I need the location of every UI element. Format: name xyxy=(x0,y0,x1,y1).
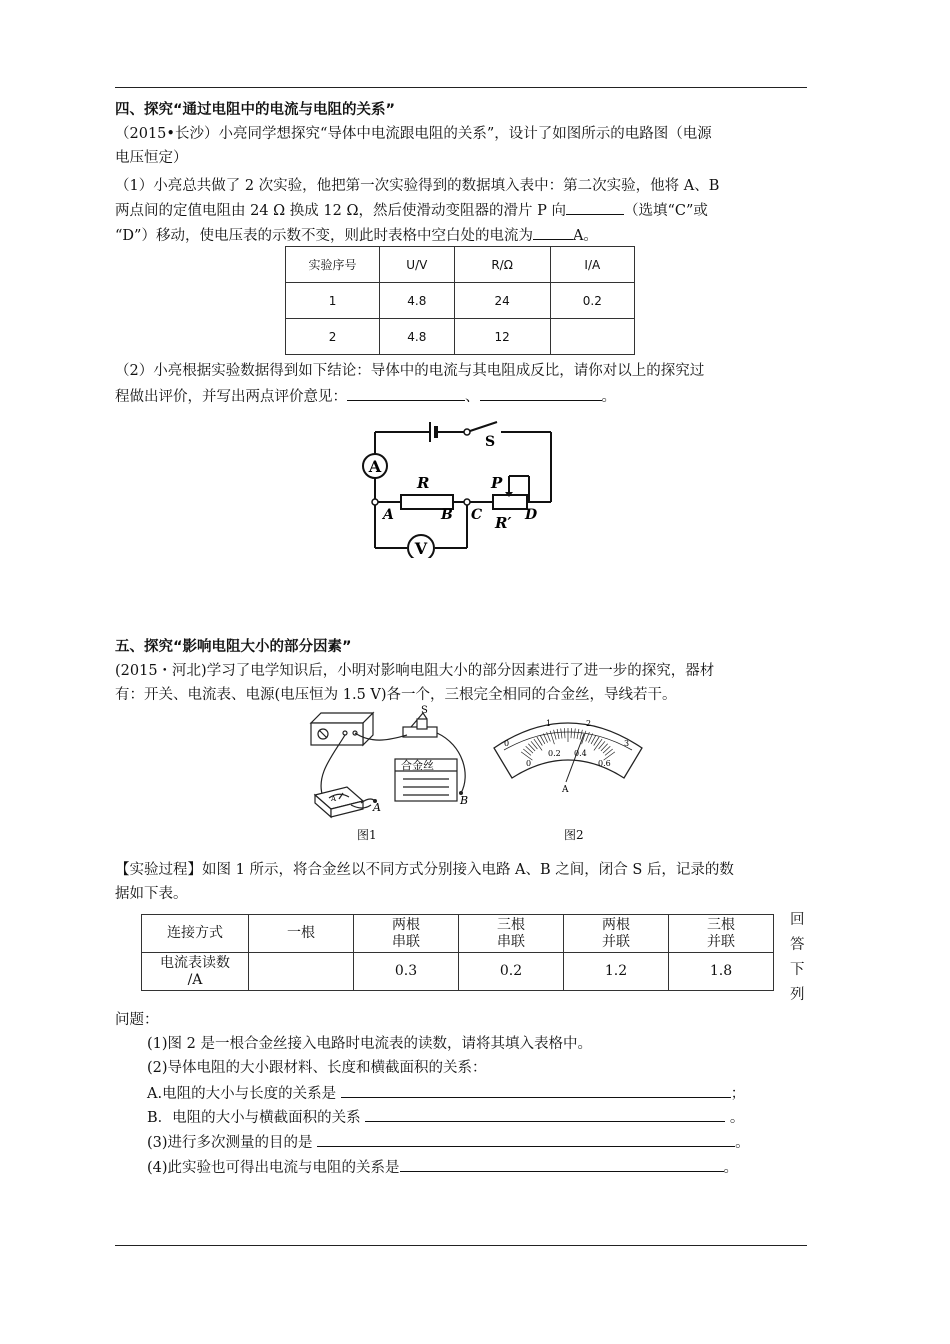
answer-blank-direction[interactable] xyxy=(566,200,624,215)
circuit-label-c: C xyxy=(471,507,483,523)
answer-blank-area[interactable] xyxy=(365,1107,725,1122)
answer-blank-relation[interactable] xyxy=(400,1157,724,1172)
circuit-label-a: A xyxy=(383,507,394,523)
q1-line3-text: “D”）移动，使电压表的示数不变，则此时表格中空白处的电流为 xyxy=(115,228,533,244)
s5-q2b xyxy=(147,1107,744,1128)
s5-q4-end: 。 xyxy=(723,1160,739,1176)
q1-line2 xyxy=(115,200,708,221)
table2-cell: 0.3 xyxy=(354,953,459,991)
table2-header: 两根 串联 xyxy=(354,915,459,953)
answer-blank-opinion-1[interactable] xyxy=(347,386,465,401)
circuit-label-resistor: R xyxy=(417,474,430,492)
answer-blank-purpose[interactable] xyxy=(317,1132,735,1147)
circuit-label-switch: S xyxy=(485,434,496,450)
q2-line2-text: 程做出评价，并写出两点评价意见： xyxy=(115,389,347,405)
s5-q2b-end: 。 xyxy=(729,1110,745,1126)
figure-1 xyxy=(303,705,483,845)
side-text xyxy=(790,908,806,1008)
fig2-scale-top-0: 0 xyxy=(504,739,510,748)
circuit-label-rheostat: R′ xyxy=(495,514,512,532)
section5-title: 五、探究“影响电阻大小的部分因素” xyxy=(115,639,352,655)
table1-header: I/A xyxy=(550,247,634,283)
q1-line3-tail: A。 xyxy=(572,228,598,244)
bottom-rule xyxy=(115,1245,807,1246)
section4-intro-2: 电压恒定） xyxy=(115,150,188,166)
table2-header: 三根 串联 xyxy=(459,915,564,953)
q1-line1: （1）小亮总共做了 2 次实验，他把第一次实验得到的数据填入表中：第二次实验，他将 A、B xyxy=(115,178,720,194)
fig2-scale-bottom-2: 0.4 xyxy=(574,749,587,758)
circuit-label-slider: P xyxy=(491,474,503,492)
fig1-caption: 图1 xyxy=(357,828,377,842)
s5-q3-text: (3)进行多次测量的目的是 xyxy=(147,1135,313,1151)
fig2-scale-bottom-0: 0 xyxy=(526,759,532,768)
fig1-a-label: A xyxy=(373,801,381,814)
side-char: 下 xyxy=(790,962,805,978)
figure-2-ammeter-dial xyxy=(490,712,646,796)
s5-q2a xyxy=(147,1083,745,1104)
table1-header: U/V xyxy=(380,247,454,283)
fig1-meter-label: A xyxy=(331,795,337,803)
table2-row-label: 电流表读数 /A xyxy=(142,953,249,991)
q1-line2-text: 两点间的定值电阻由 24 Ω 换成 12 Ω，然后使滑动变阻器的滑片 P 向 xyxy=(115,203,566,219)
fig2-scale-top-2: 2 xyxy=(586,719,592,728)
circuit-label-ammeter: A xyxy=(368,457,382,476)
table2-header: 连接方式 xyxy=(142,915,249,953)
table1-header: 实验序号 xyxy=(286,247,380,283)
answer-blank-current[interactable] xyxy=(533,225,573,240)
fig1-alloy-label: 合金丝 xyxy=(401,759,434,772)
questions-lead: 问题： xyxy=(115,1012,159,1028)
s5-q3 xyxy=(147,1132,750,1153)
table1-cell: 4.8 xyxy=(380,283,454,319)
s5-q2a-text: A.电阻的大小与长度的关系是 xyxy=(147,1086,337,1102)
fig1-switch-label: S xyxy=(421,705,428,716)
fig2-scale-top-1: 1 xyxy=(546,719,552,728)
s5-q2a-end: ； xyxy=(730,1086,746,1102)
table2-header: 三根 并联 xyxy=(669,915,774,953)
data-table-1 xyxy=(285,246,635,355)
q1-line2-tail: （选填“C”或 xyxy=(623,203,708,219)
side-char: 答 xyxy=(790,937,805,953)
table1-cell: 4.8 xyxy=(380,319,454,355)
section5-intro-1: (2015・河北)学习了电学知识后，小明对影响电阻大小的部分因素进行了进一步的探究，器材 xyxy=(115,663,715,679)
q2-separator: 、 xyxy=(465,389,480,405)
table2-cell: 0.2 xyxy=(459,953,564,991)
table2-cell: 1.8 xyxy=(669,953,774,991)
s5-q2b-text: B．电阻的大小与横截面积的关系 xyxy=(147,1110,361,1126)
table2-header: 一根 xyxy=(249,915,354,953)
fig1-b-label: B xyxy=(460,794,469,807)
table1-cell: 2 xyxy=(286,319,380,355)
fig2-scale-bottom-3: 0.6 xyxy=(598,759,611,768)
answer-blank-opinion-2[interactable] xyxy=(480,386,602,401)
section4-title: 四、探究“通过电阻中的电流与电阻的关系” xyxy=(115,102,396,118)
table1-answer-cell[interactable] xyxy=(550,319,634,355)
circuit-label-voltmeter: V xyxy=(414,539,428,558)
table1-header: R/Ω xyxy=(454,247,550,283)
q1-line3 xyxy=(115,225,598,246)
section4-intro-1: （2015•长沙）小亮同学想探究“导体中电流跟电阻的关系”，设计了如图所示的电路图（电源 xyxy=(115,126,712,142)
table1-cell: 24 xyxy=(454,283,550,319)
table2-cell: 1.2 xyxy=(564,953,669,991)
section5-intro-2: 有：开关、电流表、电源(电压恒为 1.5 V)各一个，三根完全相同的合金丝，导线若干。 xyxy=(115,687,677,703)
data-table-2 xyxy=(141,914,774,991)
side-char: 列 xyxy=(790,987,805,1003)
side-char: 回 xyxy=(790,912,805,928)
q2-end: 。 xyxy=(601,389,616,405)
s5-q2: (2)导体电阻的大小跟材料、长度和横截面积的关系： xyxy=(147,1060,487,1076)
top-rule xyxy=(115,87,807,88)
circuit-label-b: B xyxy=(441,507,453,523)
s5-q4 xyxy=(147,1157,738,1178)
s5-q1: (1)图 2 是一根合金丝接入电路时电流表的读数，请将其填入表格中。 xyxy=(147,1036,592,1052)
circuit-label-d: D xyxy=(525,507,538,523)
table1-cell: 1 xyxy=(286,283,380,319)
table2-answer-cell[interactable] xyxy=(249,953,354,991)
table1-cell: 0.2 xyxy=(550,283,634,319)
circuit-diagram xyxy=(355,418,565,558)
table1-cell: 12 xyxy=(454,319,550,355)
fig2-scale-bottom-1: 0.2 xyxy=(548,749,561,758)
table2-header: 两根 并联 xyxy=(564,915,669,953)
s5-q3-end: 。 xyxy=(735,1135,750,1151)
answer-blank-length[interactable] xyxy=(341,1083,731,1098)
process-line-2: 据如下表。 xyxy=(115,886,188,902)
fig2-meter-label: A xyxy=(562,785,569,795)
q2-line1: （2）小亮根据实验数据得到如下结论：导体中的电流与其电阻成反比，请你对以上的探究过 xyxy=(115,363,705,379)
process-line-1: 【实验过程】如图 1 所示，将合金丝以不同方式分别接入电路 A、B 之间，闭合 S 后，记录的数 xyxy=(115,862,734,878)
fig2-scale-top-3: 3 xyxy=(624,739,630,748)
q2-line2 xyxy=(115,386,616,407)
fig2-caption: 图2 xyxy=(564,828,584,842)
s5-q4-text: (4)此实验也可得出电流与电阻的关系是 xyxy=(147,1160,400,1176)
